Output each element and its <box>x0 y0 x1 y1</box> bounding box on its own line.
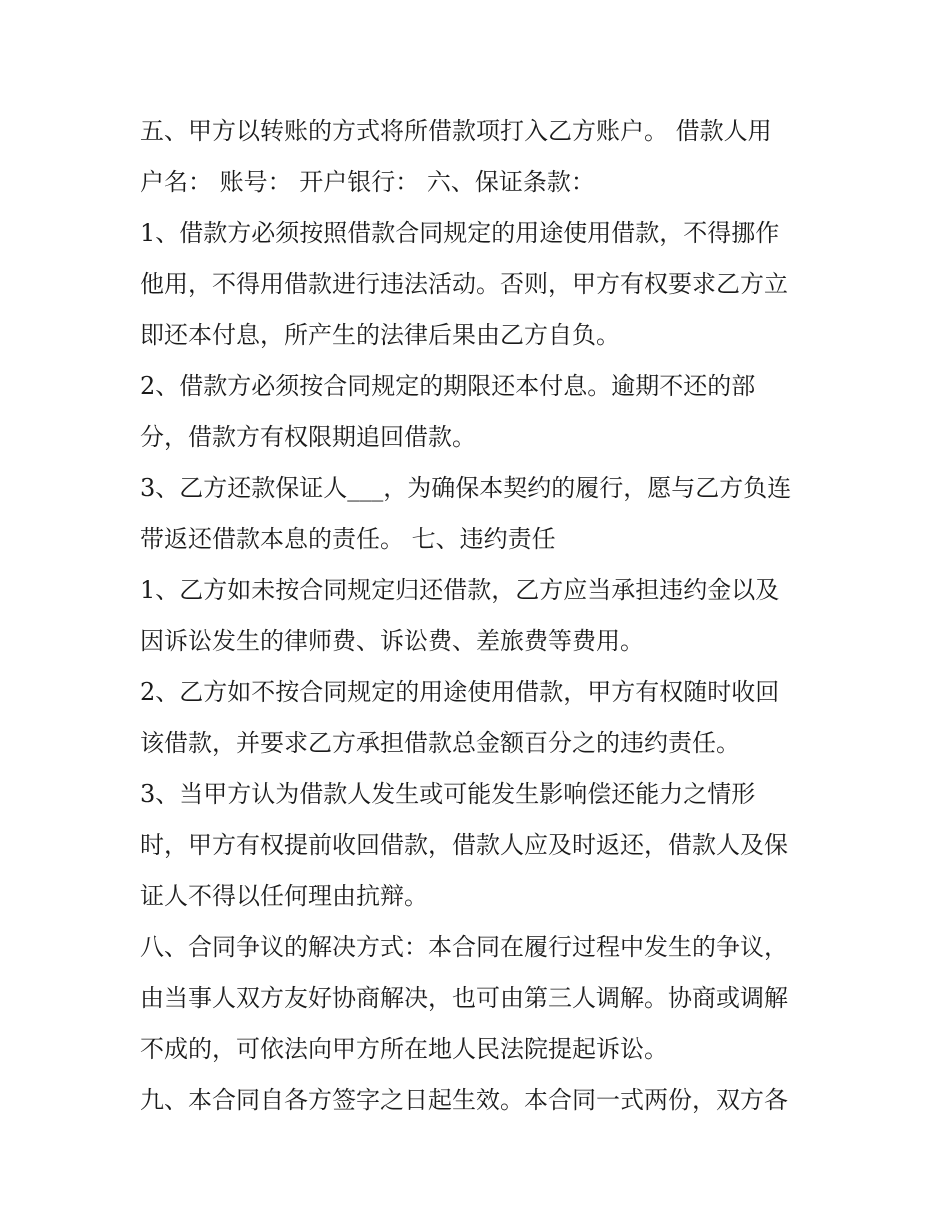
text-line: 3、乙方还款保证人___，为确保本契约的履行，愿与乙方负连 <box>140 474 792 502</box>
text-line: 1、乙方如未按合同规定归还借款，乙方应当承担违约金以及 <box>140 576 780 604</box>
text-line: 分，借款方有权限期追回借款。 <box>140 423 476 451</box>
text-line: 2、借款方必须按合同规定的期限还本付息。逾期不还的部 <box>140 372 756 400</box>
text-line: 八、合同争议的解决方式：本合同在履行过程中发生的争议， <box>140 933 788 961</box>
text-line: 五、甲方以转账的方式将所借款项打入乙方账户。 借款人用 <box>140 117 772 145</box>
text-line: 该借款，并要求乙方承担借款总金额百分之的违约责任。 <box>140 729 740 757</box>
text-line: 时，甲方有权提前收回借款，借款人应及时返还，借款人及保 <box>140 831 788 859</box>
text-line: 因诉讼发生的律师费、诉讼费、差旅费等费用。 <box>140 627 644 655</box>
text-line: 户名： 账号： 开户银行： 六、保证条款： <box>140 168 595 196</box>
text-line: 1、借款方必须按照借款合同规定的用途使用借款，不得挪作 <box>140 219 780 247</box>
text-line: 3、当甲方认为借款人发生或可能发生影响偿还能力之情形 <box>140 780 756 808</box>
contract-text-block <box>140 106 830 1126</box>
text-line: 带返还借款本息的责任。 七、违约责任 <box>140 525 556 553</box>
text-line: 由当事人双方友好协商解决，也可由第三人调解。协商或调解 <box>140 984 788 1012</box>
text-line: 他用，不得用借款进行违法活动。否则，甲方有权要求乙方立 <box>140 270 788 298</box>
text-line: 2、乙方如不按合同规定的用途使用借款，甲方有权随时收回 <box>140 678 780 706</box>
text-line: 即还本付息，所产生的法律后果由乙方自负。 <box>140 321 620 349</box>
text-line: 证人不得以任何理由抗辩。 <box>140 882 428 910</box>
text-line: 九、本合同自各方签字之日起生效。本合同一式两份，双方各 <box>140 1086 788 1114</box>
text-line: 不成的，可依法向甲方所在地人民法院提起诉讼。 <box>140 1035 668 1063</box>
